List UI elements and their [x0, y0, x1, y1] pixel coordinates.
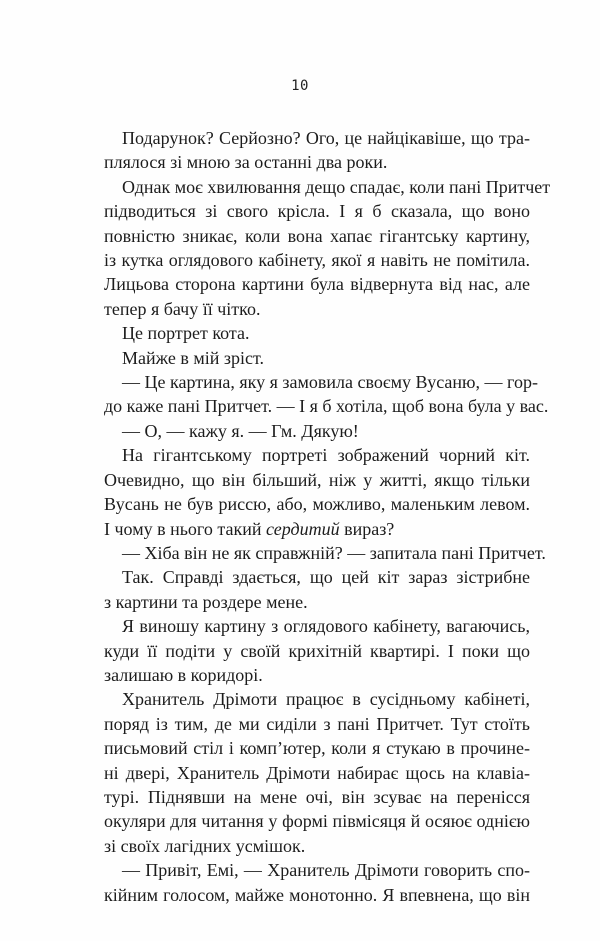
text-line: до каже пані Притчет. — І я б хотіла, щоб вона була у вас. — [104, 396, 549, 417]
text-line: Подарунок? Серйозно? Ого, це найцікавіше, що тра- — [122, 128, 530, 148]
page-text — [104, 126, 551, 907]
text-line: Однак моє хвилювання дещо спадає, коли пані Притчет — [122, 176, 551, 197]
text-line: підводиться зі свого крісла. І я б сказала, що воно — [104, 201, 530, 222]
text-line: Хранитель Дрімоти працює в сусідньому кабінеті, — [122, 689, 530, 710]
text-line: — Хіба він не як справжній? — запитала пані Притчет. — [122, 542, 546, 563]
text-line: — Привіт, Емі, — Хранитель Дрімоти говорить спо- — [122, 860, 530, 881]
text-line: Я виношу картину з оглядового кабінету, вагаючись, — [122, 616, 530, 637]
text-line-with-italic — [104, 517, 530, 541]
text-line: Вусань не був риссю, або, можливо, маленьким левом. — [104, 494, 530, 515]
text-line: ні двері, Хранитель Дрімоти набирає щось на клавіа- — [104, 762, 530, 783]
text-line: тепер я бачу її чітко. — [104, 298, 261, 319]
text-line: Так. Справді здається, що цей кіт зараз зістрибне — [122, 567, 530, 588]
text-line: Це портрет кота. — [122, 323, 250, 344]
text-line: Очевидно, що він більший, ніж у житті, якщо тільки — [104, 469, 530, 490]
text-line: повністю зникає, коли вона хапає гігантську картину, — [104, 225, 530, 246]
text-line: — О, — кажу я. — Гм. Дякую! — [122, 420, 359, 441]
text-line: — Це картина, яку я замовила своєму Вусаню, — гор- — [122, 372, 538, 393]
text-line: Майже в мій зріст. — [122, 347, 264, 368]
text-line: залишаю в коридорі. — [104, 664, 263, 685]
text-line: з картини та роздере мене. — [104, 591, 308, 612]
text-line: турі. Піднявши на мене очі, він зсуває на перенісся — [104, 786, 530, 807]
text-line: На гігантському портреті зображений чорний кіт. — [122, 445, 530, 466]
text-line: із кутка оглядового кабінету, якої я навіть не помітила. — [104, 250, 530, 271]
page-number: 10 — [291, 78, 309, 94]
text-line: письмовий стіл і комп’ютер, коли я стукаю в прочине- — [104, 738, 530, 759]
text-line: кійним голосом, майже монотонно. Я впевнена, що він — [104, 884, 530, 905]
text-segment: вираз? — [339, 518, 395, 539]
text-line: плялося зі мною за останні два роки. — [104, 152, 388, 173]
text-line: поряд із тим, де ми сиділи з пані Притчет. Тут стоїть — [104, 713, 530, 734]
text-line: окуляри для читання у формі півмісяця й осяює однією — [104, 811, 530, 832]
italic-word: сердитий — [265, 518, 340, 539]
text-line: зі своїх лагідних усмішок. — [104, 835, 306, 856]
text-segment: І чому в нього такий — [104, 518, 266, 539]
text-line: Лицьова сторона картини була відвернута від нас, але — [104, 274, 530, 295]
text-line: куди її подіти у своїй крихітній квартирі. І поки що — [104, 640, 530, 661]
